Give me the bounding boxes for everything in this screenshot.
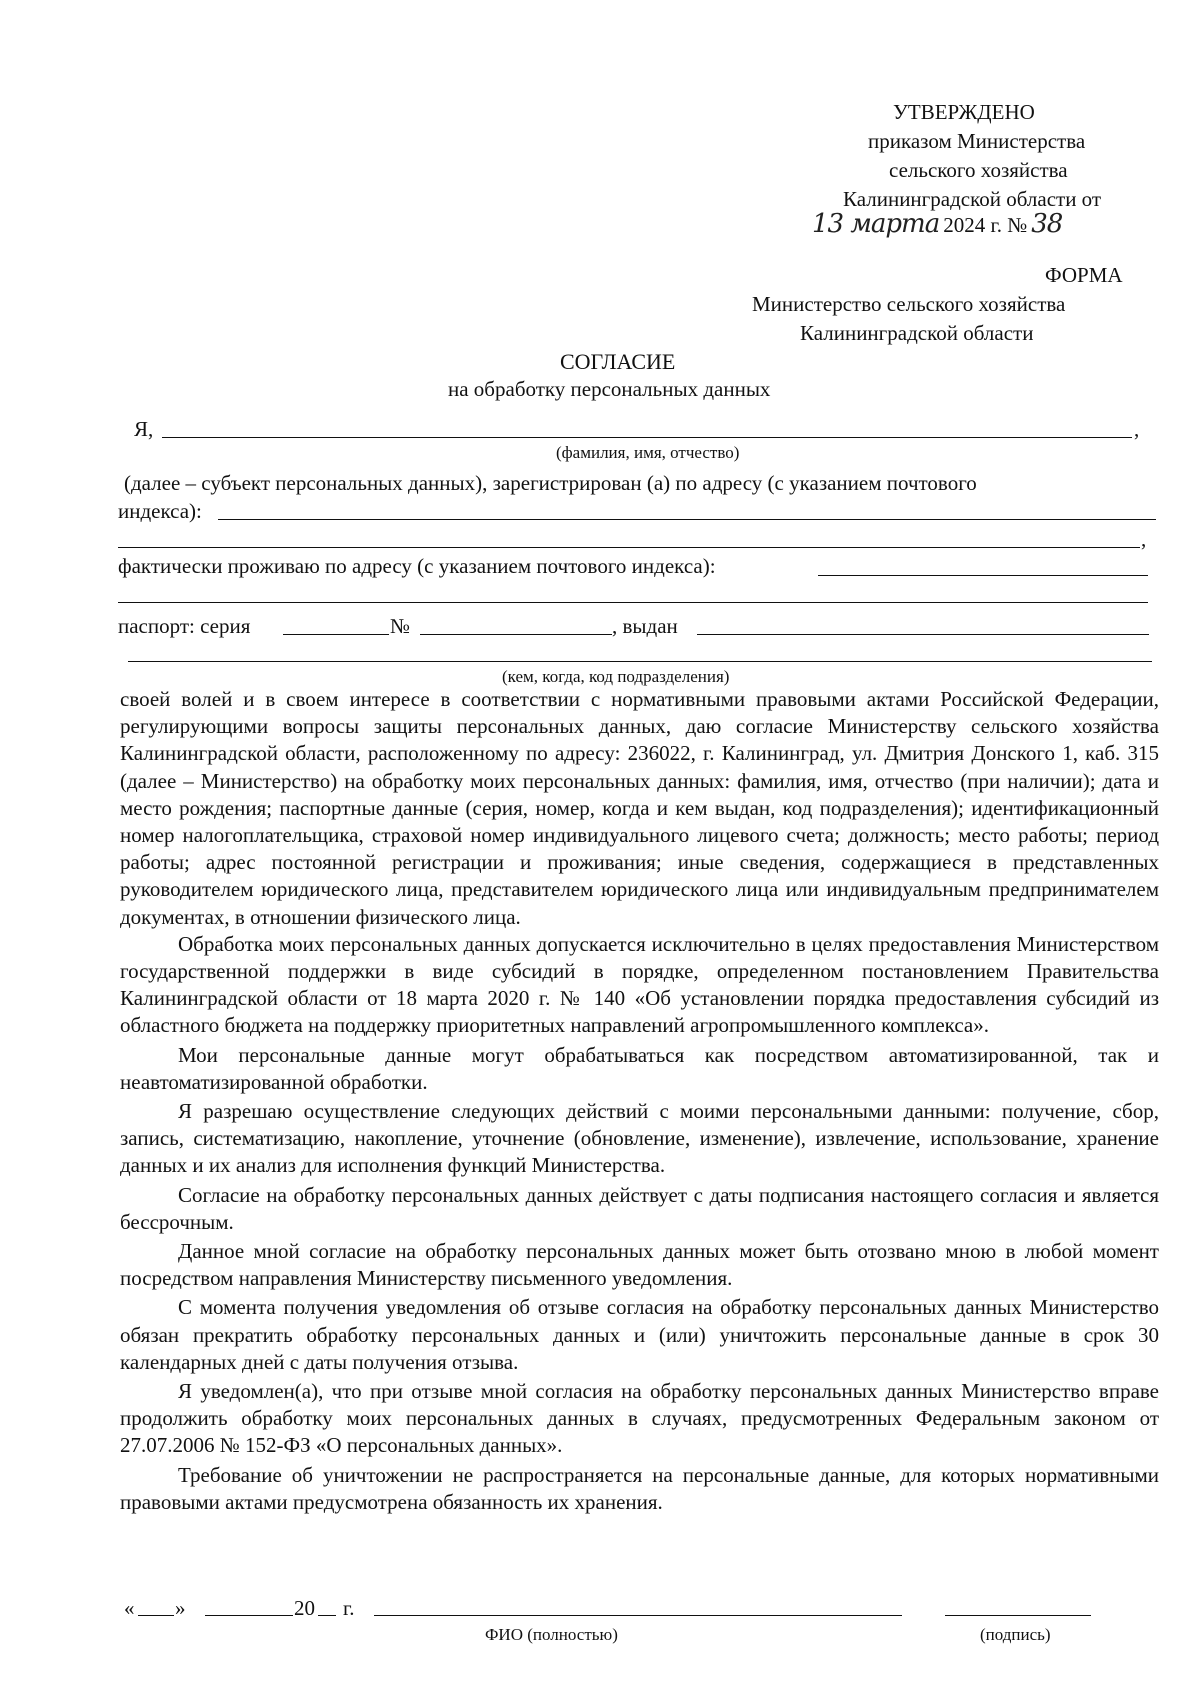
passport-number-sign: № — [390, 614, 411, 638]
fio-comma: , — [1134, 417, 1140, 441]
fio-caption: (фамилия, имя, отчество) — [556, 443, 740, 462]
approved-line-1: приказом Министерства — [868, 129, 1086, 153]
footer-year-prefix: 20 — [294, 1596, 315, 1620]
body-paragraph-9: Требование об уничтожении не распространяется на персональные данные, для которых нормативными правовыми актами предусмотрена обязанность их хранения. — [120, 1462, 1159, 1514]
passport-issued-line[interactable] — [697, 634, 1149, 635]
approved-label: УТВЕРЖДЕНО — [893, 100, 1035, 124]
approved-line-3: Калининградской области от — [843, 187, 1102, 211]
footer-quote-close: » — [175, 1596, 186, 1620]
passport-issued-label: , выдан — [612, 614, 678, 638]
registration-address-line-1[interactable] — [218, 519, 1156, 520]
approval-date-line — [812, 209, 1062, 239]
body-paragraph-2: Обработка моих персональных данных допускается исключительно в целях предоставления Министерством государственной поддержки в виде субсидий в порядке, определенном постановлением Правительства Калининградской области от 18 марта 2020 г. № 140 «Об установлении порядка предоставления субсидий из областного бюджета на поддержку приоритетных направлений агропромышленного комплекса». — [120, 931, 1159, 1038]
body-paragraph-5: Согласие на обработку персональных данных действует с даты подписания настоящего согласия и является бессрочным. — [120, 1182, 1159, 1234]
body-paragraph-4: Я разрешаю осуществление следующих действий с моими персональными данными: получение, сбор, запись, систематизацию, накопление, уточнение (обновление, изменение), извлечение, использование, хранение данных и их анализ для исполнения функций Министерства. — [120, 1099, 1159, 1178]
body-paragraph-6: Данное мной согласие на обработку персональных данных может быть отозвано мною в любой момент посредством направления Министерству письменного уведомления. — [120, 1239, 1159, 1291]
recipient-line-1: Министерство сельского хозяйства — [752, 292, 1066, 316]
body-paragraph-8: Я уведомлен(а), что при отзыве мной согласия на обработку персональных данных Министерство вправе продолжить обработку моих персональных данных в случаях, предусмотренных Федеральным законом от 27.07.2006 № 152-ФЗ «О персональных данных». — [120, 1379, 1159, 1458]
document-subtitle: на обработку персональных данных — [448, 377, 771, 401]
ya-label: Я, — [134, 417, 154, 441]
actual-address-line-1[interactable] — [818, 575, 1148, 576]
form-label: ФОРМА — [1045, 263, 1123, 287]
footer-year-line[interactable] — [318, 1615, 336, 1616]
passport-series-line[interactable] — [283, 634, 389, 635]
actual-address-label: фактически проживаю по адресу (с указанием почтового индекса): — [118, 554, 716, 578]
footer-fio-caption: ФИО (полностью) — [485, 1625, 618, 1644]
body-paragraph-1: своей волей и в своем интересе в соответствии с нормативными правовыми актами Российской Федерации, регулирующими вопросы защиты персональных данных, даю согласие Министерству сельского хозяйства Калининградской области, расположенному по адресу: 236022, г. Калининград, ул. Дмитрия Донского 1, каб. 315 (далее – Министерство) на обработку моих персональных данных: фамилия, имя, отчество (при наличии); дата и место рождения; паспортные данные (серия, номер, когда и кем выдан, код подразделения); идентификационный номер налогоплательщика, страховой номер индивидуального лицевого счета; должность; место работы; период работы; адрес постоянной регистрации и проживания; иные сведения, содержащиеся в представленных руководителем юридического лица, представителем юридического лица или индивидуальным предпринимателем документах, в отношении физического лица. — [120, 687, 1159, 929]
recipient-line-2: Калининградской области — [800, 321, 1034, 345]
passport-number-line[interactable] — [420, 634, 612, 635]
document-title: СОГЛАСИЕ — [560, 349, 676, 374]
passport-label: паспорт: серия — [118, 614, 251, 638]
footer-day-line[interactable] — [138, 1615, 174, 1616]
consent-body — [120, 686, 1159, 1516]
actual-address-line-2[interactable] — [118, 602, 1148, 603]
registration-address-line-2[interactable] — [118, 547, 1140, 548]
approval-year: 2024 г. № — [943, 213, 1028, 237]
body-paragraph-3: Мои персональные данные могут обрабатываться как посредством автоматизированной, так и неавтоматизированной обработки. — [120, 1042, 1159, 1094]
fio-input-line[interactable] — [162, 437, 1132, 438]
issued-caption: (кем, когда, код подразделения) — [502, 667, 730, 686]
address-intro-1: (далее – субъект персональных данных), зарегистрирован (а) по адресу (с указанием почтового — [124, 471, 977, 495]
footer-year-suffix: г. — [343, 1596, 355, 1620]
address-intro-2: индекса): — [118, 499, 202, 523]
footer-month-line[interactable] — [205, 1615, 293, 1616]
address-comma: , — [1141, 527, 1147, 551]
handwritten-date: 13 марта — [812, 209, 940, 239]
handwritten-number: 38 — [1031, 209, 1063, 239]
body-paragraph-7: С момента получения уведомления об отзыве согласия на обработку персональных данных Министерство обязан прекратить обработку персональных данных и (или) уничтожить персональные данные в срок 30 календарных дней с даты получения отзыва. — [120, 1295, 1159, 1374]
footer-quote-open: « — [124, 1596, 135, 1620]
passport-issued-line-2[interactable] — [128, 661, 1152, 662]
footer-fio-line[interactable] — [374, 1615, 902, 1616]
footer-signature-caption: (подпись) — [980, 1625, 1051, 1644]
approved-line-2: сельского хозяйства — [889, 158, 1068, 182]
footer-signature-line[interactable] — [945, 1615, 1091, 1616]
